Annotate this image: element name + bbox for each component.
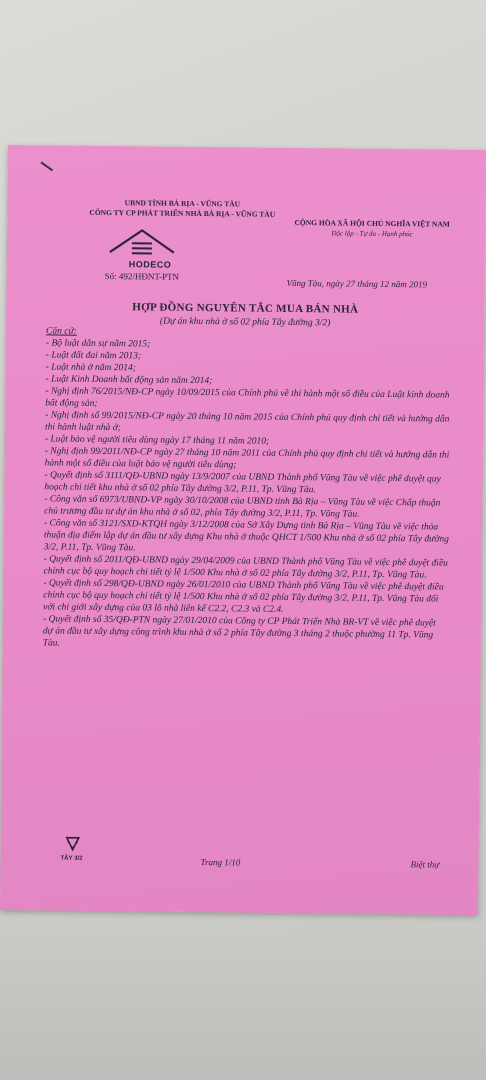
basis-item: - Quyết định số 298/QĐ-UBND ngày 26/01/2010 của UBND Thành phố Vũng Tàu về việc phê duyệt điều chỉnh cục bộ quy hoạch chi tiết tỷ lệ 1/500 Khu nhà ở số 02 phía Tây đường 3/2, P.11, Tp. Vũng Tàu đối với chỉ giới xây dựng của 03 lô nhà liên kế C2.2, C2.3 và C2.4. <box>43 578 444 615</box>
basis-item: - Bộ luật dân sự năm 2015; <box>45 338 151 350</box>
company-name: CÔNG TY CP PHÁT TRIỂN NHÀ BÀ RỊA - VŨNG TÀU <box>89 207 276 219</box>
basis-item: - Luật nhà ở năm 2014; <box>45 362 137 374</box>
basis-item: - Quyết định số 3111/QĐ-UBND ngày 13/9/2007 của UBND Thành phố Vũng Tàu về việc phê duyệt quy hoạch chi tiết khu nhà ở số 02 phía Tây đường 3/2, P.11, Tp. Vũng Tàu. <box>44 470 441 496</box>
basis-item: - Công văn số 6973/UBND-VP ngày 30/10/2008 của UBND tỉnh Bà Rịa – Vũng Tàu về việc Chấp thuận chủ trương đầu tư dự án khu nhà ở số 02, phía Tây đường 3/2, P.11, Tp. Vũng Tàu. <box>44 494 441 520</box>
motto: Độc lập - Tự do - Hạnh phúc <box>331 229 413 239</box>
logo-text: HODECO <box>128 259 172 270</box>
contract-page <box>0 145 486 915</box>
basis-item: - Nghị định 99/2011/NĐ-CP ngày 27 tháng 10 năm 2011 của Chính phủ quy định chi tiết và hướng dẫn thi hành một số điều của luật bảo vệ người tiêu dùng; <box>44 446 450 471</box>
page-number: Trang 1/10 <box>200 857 241 868</box>
basis-item: - Nghị định số 99/2015/NĐ-CP ngày 20 tháng 10 năm 2015 của Chính phủ quy định chi tiết và hướng dẫn thi hành luật nhà ở; <box>44 410 450 434</box>
legal-basis-section <box>43 325 451 653</box>
document-number: Số: 492/HĐNT-PTN <box>104 271 180 282</box>
national-motto-block <box>272 218 472 240</box>
table-surface <box>0 935 486 1080</box>
project-logo-text: TÂY 3/2 <box>60 855 83 862</box>
basis-label: Căn cứ: <box>45 326 77 337</box>
province-name: UBND TỈNH BÀ RỊA - VŨNG TÀU <box>124 198 241 209</box>
document-date: Vũng Tàu, ngày 27 tháng 12 năm 2019 <box>286 277 428 290</box>
republic-heading: CỘNG HÒA XÃ HỘI CHỦ NGHĨA VIỆT NAM <box>294 218 450 229</box>
basis-item: - Luật Kinh Doanh bất động sản năm 2014; <box>45 374 213 387</box>
basis-item: - Luật đất đai năm 2013; <box>45 350 142 362</box>
basis-item: - Công văn số 3121/SXD-KTQH ngày 3/12/2008 của Sở Xây Dựng tỉnh Bà Rịa – Vũng Tàu về việc thỏa thuận địa điểm lập dự án đầu tư xây dựng Khu nhà ở thuộc QHCT 1/500 Khu nhà ở số 02 phía Tây đường 3/2, P.11, Tp. Vũng Tàu. <box>43 518 449 554</box>
document-title: HỢP ĐỒNG NGUYÊN TẮC MUA BÁN NHÀ <box>132 301 359 316</box>
document-subtitle: (Dự án khu nhà ở số 02 phía Tây đường 3/2) <box>159 316 331 329</box>
basis-item: - Luật bảo vệ người tiêu dùng ngày 17 tháng 11 năm 2010; <box>44 434 270 447</box>
footer-label: Biệt thự <box>410 859 440 870</box>
pen-mark <box>41 162 54 172</box>
project-logo-icon <box>52 836 102 867</box>
issuer-block <box>67 198 297 220</box>
basis-item: - Nghị định 76/2015/NĐ-CP ngày 10/09/2015 của Chính phủ về thi hành một số điều của Luật kinh doanh bất động sản; <box>45 386 450 409</box>
basis-item: - Quyết định số 2011/QĐ-UBND ngày 29/04/2009 của UBND Thành phố Vũng Tàu về việc phê duyệt điều chỉnh cục bộ quy hoạch chi tiết tỷ lệ 1/500 Khu nhà ở số 02 phía Tây đường 3/2, P.11, Tp. Vũng Tàu. <box>43 554 449 581</box>
basis-item: - Quyết định số 35/QĐ-PTN ngày 27/01/2010 của Công ty CP Phát Triển Nhà BR-VT về việc phê duyệt dự án đầu tư xây dựng công trình khu nhà ở số 2 phía Tây đường 3 tháng 2 thuộc phường 11 Tp. Vũng Tàu. <box>42 614 436 649</box>
